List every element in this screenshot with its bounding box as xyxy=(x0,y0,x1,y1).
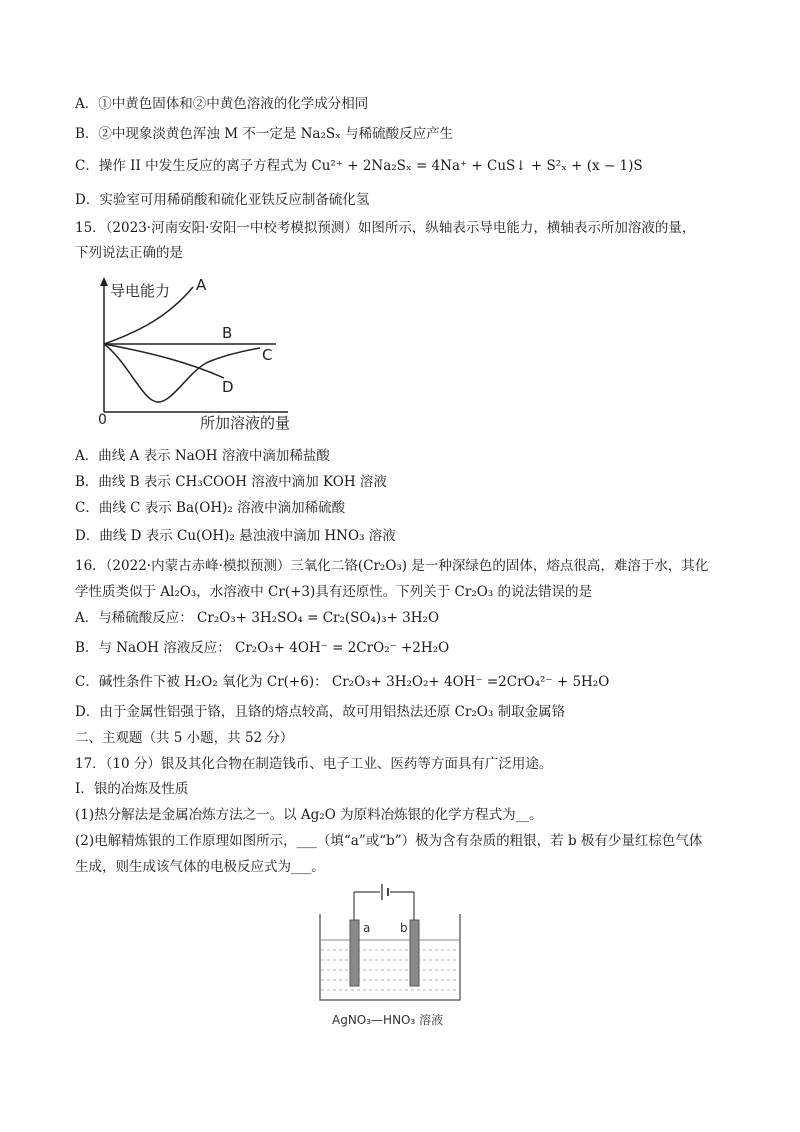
beaker xyxy=(320,914,460,1000)
q16-option-a: A．与稀硫酸反应： Cr₂O₃+ 3H₂SO₄ = Cr₂(SO₄)₃+ 3H₂O xyxy=(75,610,440,626)
electrode-a xyxy=(350,920,359,986)
origin-label: 0 xyxy=(98,412,107,428)
y-axis-label: 导电能力 xyxy=(110,282,171,300)
q15-option-d: D．曲线 D 表示 Cu(OH)₂ 悬浊液中滴加 HNO₃ 溶液 xyxy=(75,528,396,544)
q17-sub2-line2: 生成，则生成该气体的电极反应式为___。 xyxy=(75,859,325,875)
q17-part1-heading: Ⅰ．银的冶炼及性质 xyxy=(75,781,189,797)
figure-caption: AgNO₃—HNO₃ 溶液 xyxy=(332,1013,444,1027)
q15-stem-line1: 15．（2023·河南安阳·安阳一中校考模拟预测）如图所示，纵轴表示导电能力，横轴表示所加溶液的量， xyxy=(75,220,696,236)
curve-d xyxy=(104,344,224,378)
q17-sub2-line1: (2)电解精炼银的工作原理如图所示，___（填“a”或“b”）极为含有杂质的粗银，若 b 极有少量红棕色气体 xyxy=(75,833,703,849)
curve-d-label: D xyxy=(222,378,234,396)
electrode-b xyxy=(410,920,419,986)
q15-option-a: A．曲线 A 表示 NaOH 溶液中滴加稀盐酸 xyxy=(75,448,330,464)
curve-c xyxy=(104,344,260,402)
section-heading: 二、主观题（共 5 小题，共 52 分） xyxy=(75,730,294,746)
conductivity-graph xyxy=(88,272,308,432)
q17-stem: 17．（10 分）银及其化合物在制造钱币、电子工业、医药等方面具有广泛用途。 xyxy=(75,756,553,772)
q14-option-a: A．①中黄色固体和②中黄色溶液的化学成分相同 xyxy=(75,96,369,112)
electrode-a-label: a xyxy=(363,921,371,935)
q16-stem-line1: 16．（2022·内蒙古赤峰·模拟预测）三氧化二铬(Cr₂O₃) 是一种深绿色的固体，熔点很高，难溶于水，其化 xyxy=(75,558,709,574)
q15-option-b: B．曲线 B 表示 CH₃COOH 溶液中滴加 KOH 溶液 xyxy=(75,474,387,490)
q15-option-c: C．曲线 C 表示 Ba(OH)₂ 溶液中滴加稀硫酸 xyxy=(75,500,346,516)
electrode-b-label: b xyxy=(400,921,408,935)
q16-option-c: C．碱性条件下被 H₂O₂ 氧化为 Cr(+6)： Cr₂O₃+ 3H₂O₂+ 4OH⁻ =2CrO₄²⁻ + 5H₂O xyxy=(75,674,610,690)
q16-option-b: B．与 NaOH 溶液反应： Cr₂O₃+ 4OH⁻ = 2CrO₂⁻ +2H₂O xyxy=(75,640,450,656)
x-axis-label: 所加溶液的量 xyxy=(200,414,291,432)
electrolysis-cell-figure xyxy=(300,878,480,1028)
curve-b-label: B xyxy=(222,324,233,342)
curve-a-label: A xyxy=(196,276,207,294)
curve-c-label: C xyxy=(262,346,273,364)
y-axis-arrow xyxy=(100,277,108,286)
q14-option-d: D．实验室可用稀硝酸和硫化亚铁反应制备硫化氢 xyxy=(75,192,370,208)
q15-stem-line2: 下列说法正确的是 xyxy=(75,245,183,261)
q16-option-d: D．由于金属性铝强于铬，且铬的熔点较高，故可用铝热法还原 Cr₂O₃ 制取金属铬 xyxy=(75,704,566,720)
q14-option-c: C．操作 II 中发生反应的离子方程式为 Cu²⁺ + 2Na₂Sₓ = 4Na⁺ + CuS↓ + S²ₓ + (x − 1)S xyxy=(75,158,643,174)
q16-stem-line2: 学性质类似于 Al₂O₃，水溶液中 Cr(+3)具有还原性。下列关于 Cr₂O₃ 的说法错误的是 xyxy=(75,584,593,600)
q17-sub1: (1)热分解法是金属冶炼方法之一。以 Ag₂O 为原料冶炼银的化学方程式为__。 xyxy=(75,807,543,823)
q14-option-b: B．②中现象淡黄色浑浊 M 不一定是 Na₂Sₓ 与稀硫酸反应产生 xyxy=(75,126,454,142)
